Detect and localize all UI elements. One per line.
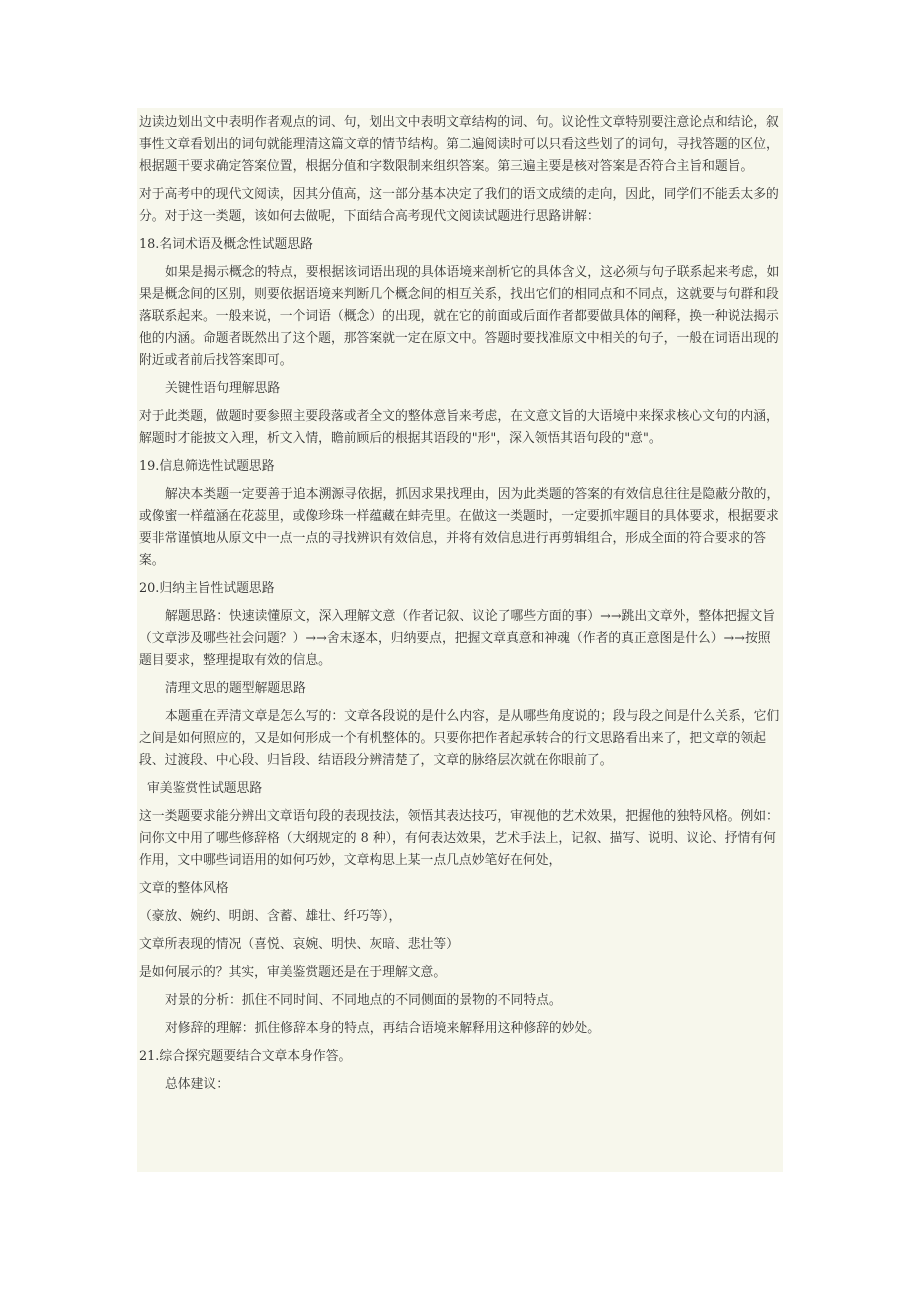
paragraph-main-idea: 解题思路：快速读懂原文，深入理解文意（作者记叙、议论了哪些方面的事）→→跳出文章外，整体把握文旨（文章涉及哪些社会问题？）→→舍末逐本，归纳要点，把握文章真意和神魂（作者的真正意图是什么）→→按照题目要求，整理提取有效的信息。 <box>139 609 776 668</box>
paragraph-style-list: （豪放、婉约、明朗、含蓄、雄壮、纤巧等）， <box>139 909 402 924</box>
paragraph-key-sentence: 对于此类题，做题时要参照主要段落或者全文的整体意旨来考虑，在文意文旨的大语境中来探求核心文句的内涵，解题时才能披文入理，析文入情，瞻前顾后的根据其语段的"形"，深入领悟其语句段的"意"。 <box>139 409 779 446</box>
paragraph-info-filter: 解决本类题一定要善于追本溯源寻依据，抓因求果找理由，因为此类题的答案的有效信息往往是隐蔽分散的，或像蜜一样蕴涵在花蕊里，或像珍珠一样蕴藏在蚌壳里。在做这一类题时，一定要抓牢题目的具体要求，根据要求要非常谨慎地从原文中一点一点的寻找辨识有效信息，并将有效信息进行再剪辑组合，形成全面的符合要求的答案。 <box>139 487 780 568</box>
document-body <box>137 108 783 1172</box>
heading-19: 19.信息筛选性试题思路 <box>139 459 275 474</box>
heading-18: 18.名词术语及概念性试题思路 <box>139 237 313 252</box>
paragraph-rhetoric: 对修辞的理解：抓住修辞本身的特点，再结合语境来解释用这种修辞的妙处。 <box>165 1021 601 1036</box>
subheading-aesthetic: 审美鉴赏性试题思路 <box>147 781 263 796</box>
subheading-key-sentence: 关键性语句理解思路 <box>165 381 281 396</box>
paragraph-intro: 对于高考中的现代文阅读，因其分值高，这一部分基本决定了我们的语文成绩的走向，因此，同学们不能丢太多的分。对于这一类题，该如何去做呢，下面结合高考现代文阅读试题进行思路讲解： <box>139 187 779 224</box>
paragraph-style: 文章的整体风格 <box>139 881 229 896</box>
paragraph-structure: 本题重在弄清文章是怎么写的：文章各段说的是什么内容，是从哪些角度说的；段与段之间是什么关系，它们之间是如何照应的，又是如何形成一个有机整体的。只要你把作者起承转合的行文思路看出来了，把文章的领起段、过渡段、中心段、归旨段、结语段分辨清楚了，文章的脉络层次就在你眼前了。 <box>139 709 780 768</box>
paragraph-suggestion: 总体建议： <box>165 1077 229 1092</box>
paragraph-reading-method: 边读边划出文中表明作者观点的词、句，划出文中表明文章结构的词、句。议论性文章特别要注意论点和结论，叙事性文章看划出的词句就能理清这篇文章的情节结构。第二遍阅读时可以只看这些划了的词句，寻找答题的区位，根据题干要求确定答案位置，根据分值和字数限制来组织答案。第三遍主要是核对答案是否符合主旨和题旨。 <box>139 115 779 174</box>
subheading-structure: 清理文思的题型解题思路 <box>165 681 306 696</box>
paragraph-emotion: 文章所表现的情况（喜悦、哀婉、明快、灰暗、悲壮等） <box>139 937 459 952</box>
heading-21: 21.综合探究题要结合文章本身作答。 <box>139 1049 352 1064</box>
heading-20: 20.归纳主旨性试题思路 <box>139 581 275 596</box>
paragraph-aesthetic: 这一类题要求能分辨出文章语句段的表现技法，领悟其表达技巧，审视他的艺术效果，把握他的独特风格。例如：问你文中用了哪些修辞格（大纲规定的 8 种），有何表达效果，艺术手法上，记叙、描写、说明、议论、抒情有何作用，文中哪些词语用的如何巧妙，文章构思上某一点几点妙笔好在何处， <box>139 809 779 868</box>
paragraph-concept: 如果是揭示概念的特点，要根据该词语出现的具体语境来剖析它的具体含义，这必须与句子联系起来考虑，如果是概念间的区别，则要依据语境来判断几个概念间的相互关系，找出它们的相同点和不同点，这就要与句群和段落联系起来。一般来说，一个词语（概念）的出现，就在它的前面或后面作者都要做具体的阐释，换一种说法揭示他的内涵。命题者既然出了这个题，那答案就一定在原文中。答题时要找准原文中相关的句子，一般在词语出现的附近或者前后找答案即可。 <box>139 265 780 368</box>
paragraph-scene: 对景的分析：抓住不同时间、不同地点的不同侧面的景物的不同特点。 <box>165 993 562 1008</box>
paragraph-display: 是如何展示的？其实，审美鉴赏题还是在于理解文意。 <box>139 965 447 980</box>
